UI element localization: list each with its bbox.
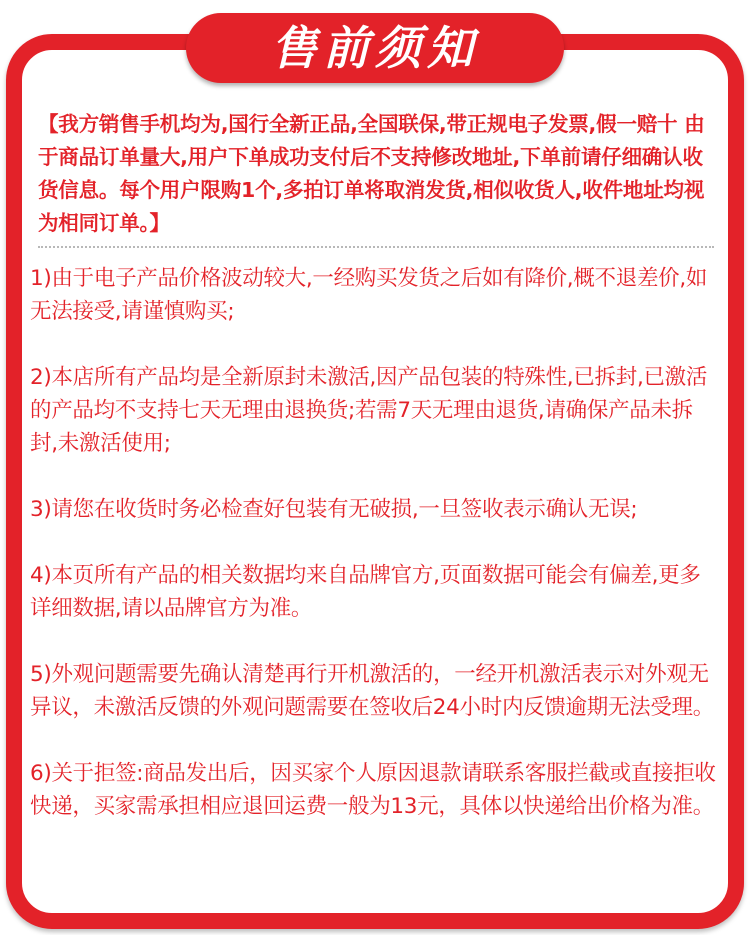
rule-item-6: 6)关于拒签:商品发出后，因买家个人原因退款请联系客服拦截或直接拒收快递，买家需承担相应退回运费一般为13元，具体以快递给出价格为准。: [30, 761, 716, 819]
rule-item-3: 3)请您在收货时务必检查好包装有无破损,一旦签收表示确认无误;: [30, 497, 638, 522]
rule-item-4: 4)本页所有产品的相关数据均来自品牌官方,页面数据可能会有偏差,更多详细数据,请以品牌官方为准。: [30, 563, 701, 621]
notice-paragraph: 【我方销售手机均为,国行全新正品,全国联保,带正规电子发票,假一赔十 由于商品订单量大,用户下单成功支付后不支持修改地址,下单前请仔细确认收货信息。每个用户限购1个,多拍订单将取消发货,相似收货人,收件地址均视为相同订单。】: [38, 112, 705, 235]
rules-list: [30, 262, 716, 823]
title-banner: [186, 13, 564, 83]
rule-item-2: 2)本店所有产品均是全新原封未激活,因产品包装的特殊性,已拆封,已激活的产品均不支持七天无理由退换货;若需7天无理由退货,请确保产品未拆封,未激活使用;: [30, 365, 708, 456]
dotted-divider: [38, 246, 714, 248]
page-title: 售前须知: [271, 21, 479, 75]
rule-item-5: 5)外观问题需要先确认清楚再行开机激活的，一经开机激活表示对外观无异议，未激活反馈的外观问题需要在签收后24小时内反馈逾期无法受理。: [30, 662, 714, 720]
rule-item-1: 1)由于电子产品价格波动较大,一经购买发货之后如有降价,概不退差价,如无法接受,请谨慎购买;: [30, 266, 708, 324]
